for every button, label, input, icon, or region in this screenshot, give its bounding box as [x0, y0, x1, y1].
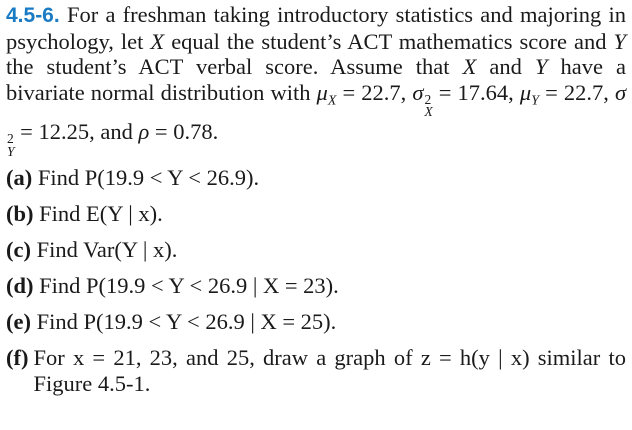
- part-d: (d) Find P(19.9 < Y < 26.9 | X = 23).: [6, 272, 339, 298]
- part-d-text: Find P(19.9 < Y < 26.9 | X = 23).: [39, 272, 339, 298]
- stem-text-5: have a bivariate normal distribution with: [6, 54, 627, 105]
- part-f-text: For x = 21, 23, and 25, draw a graph of z = h(y | x) similar to Figure 4.5-1.: [33, 345, 626, 396]
- param-sigma-y-value: = 12.25, and: [20, 119, 133, 145]
- param-rho: ρ: [138, 119, 150, 145]
- part-c-text: Find Var(Y | x).: [36, 236, 178, 262]
- stem-text-1: For a freshman taking introductory statistics and majoring in psychology, let: [6, 2, 626, 54]
- part-b-text: Find E(Y | x).: [39, 200, 163, 226]
- stem-text-2: equal the student’s ACT mathematics score and: [171, 28, 607, 54]
- var-y-2: Y: [534, 54, 548, 80]
- problem-parts: [6, 165, 626, 397]
- problem-number: 4.5-6.: [6, 4, 60, 27]
- problem-statement: [6, 2, 626, 159]
- part-e-text: Find P(19.9 < Y < 26.9 | X = 25).: [36, 309, 337, 334]
- param-rho-value: = 0.78.: [154, 119, 219, 145]
- part-e: (e) Find P(19.9 < Y < 26.9 | X = 25).: [6, 309, 337, 334]
- param-sigma-y: σ 2 Y: [7, 79, 627, 159]
- var-x-2: X: [462, 54, 477, 80]
- param-sigma-x: σ 2 X: [412, 79, 433, 120]
- part-c: (c) Find Var(Y | x).: [6, 236, 178, 262]
- param-sigma-x-value: = 17.64,: [438, 79, 514, 105]
- param-mu-y: $\mu_Y$: [519, 79, 539, 109]
- param-mu-y-value: = 22.7,: [545, 79, 609, 105]
- part-f: (f) For x = 21, 23, and 25, draw a graph of z = h(y | x) similar to Figure 4.5-1.: [6, 345, 626, 396]
- stem-text-3: the student’s ACT verbal score. Assume that: [6, 54, 450, 80]
- var-y: Y: [613, 28, 627, 54]
- part-b: (b) Find E(Y | x).: [6, 200, 163, 226]
- var-x: X: [150, 28, 165, 54]
- part-a: (a) Find P(19.9 < Y < 26.9).: [6, 164, 260, 190]
- param-mu-x: $\mu_X$: [316, 79, 337, 109]
- param-mu-x-value: = 22.7,: [342, 79, 407, 105]
- stem-text-4: and: [489, 54, 522, 80]
- part-a-text: Find P(19.9 < Y < 26.9).: [37, 164, 260, 190]
